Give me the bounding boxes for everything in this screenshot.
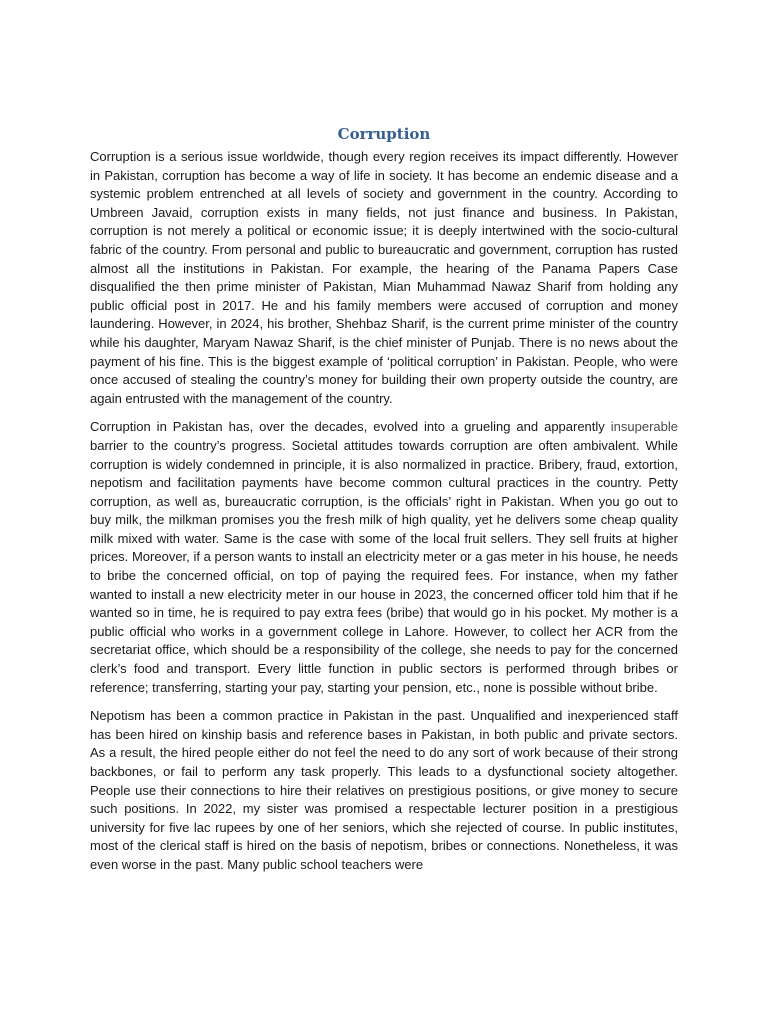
paragraph-2-rest: barrier to the country’s progress. Societal attitudes towards corruption are often ambivalent. While corruption is widely condemned in principle, it is also normalized in practice. Bribery, fraud, extortion, nepotism and facilitation payments have become common cultural practices in the country. Petty corruption, as well as, bureaucratic corruption, is the officials’ right in Pakistan. When you go out to buy milk, the milkman promises you the fresh milk of high quality, yet he delivers some cheap quality milk mixed with water. Same is the case with some of the local fruit sellers. They sell fruits at higher prices. Moreover, if a person wants to install an electricity meter or a gas meter in his house, he needs to bribe the concerned official, on top of paying the required fees. For instance, when my father wanted to install a new electricity meter in our house in 2023, the concerned officer told him that if he wanted so in time, he is required to pay extra fees (bribe) that would go in his pocket. My mother is a public official who works in a government college in Lahore. However, to collect her ACR from the secretariat office, which should be a responsibility of the college, she needs to pay for the concerned clerk’s food and transport. Every little function in public sectors is performed through bribes or reference; transferring, starting your pay, starting your pension, etc., none is possible without bribe. [90, 437, 678, 695]
paragraph-2 [90, 418, 678, 697]
document-body [90, 148, 678, 885]
paragraph-3: Nepotism has been a common practice in Pakistan in the past. Unqualified and inexperienced staff has been hired on kinship basis and reference bases in Pakistan, in both public and private sectors. As a result, the hired people either do not feel the need to do any sort of work because of their strong backbones, or fail to perform any task properly. This leads to a dysfunctional society altogether. People use their connections to hire their relatives on prestigious positions, or give money to secure such positions. In 2022, my sister was promised a respectable lecturer position in a prestigious university for five lac rupees by one of her seniors, which she rejected of course. In public institutes, most of the clerical staff is hired on the basis of nepotism, bribes or connections. Nonetheless, it was even worse in the past. Many public school teachers were [90, 708, 678, 872]
paragraph-1: Corruption is a serious issue worldwide, though every region receives its impact differently. However in Pakistan, corruption has become a way of life in society. It has become an endemic disease and a systemic problem entrenched at all levels of society and government in the country. According to Umbreen Javaid, corruption exists in many fields, not just finance and business. In Pakistan, corruption is not merely a political or economic issue; it is deeply intertwined with the socio-cultural fabric of the country. From personal and public to bureaucratic and government, corruption has rusted almost all the institutions in Pakistan. For example, the hearing of the Panama Papers Case disqualified the then prime minister of Pakistan, Mian Muhammad Nawaz Sharif from holding any public official post in 2017. He and his family members were accused of corruption and money laundering. However, in 2024, his brother, Shehbaz Sharif, is the current prime minister of the country while his daughter, Maryam Nawaz Sharif, is the chief minister of Punjab. There is no news about the payment of his fine. This is the biggest example of ‘political corruption’ in Pakistan. People, who were once accused of stealing the country’s money for building their own property outside the country, are again entrusted with the management of the country. [90, 149, 678, 406]
document-title: Corruption [337, 125, 431, 143]
paragraph-2-start: Corruption in Pakistan has, over the decades, evolved into a grueling and apparently [90, 419, 611, 435]
highlighted-word: insuperable [610, 419, 678, 435]
